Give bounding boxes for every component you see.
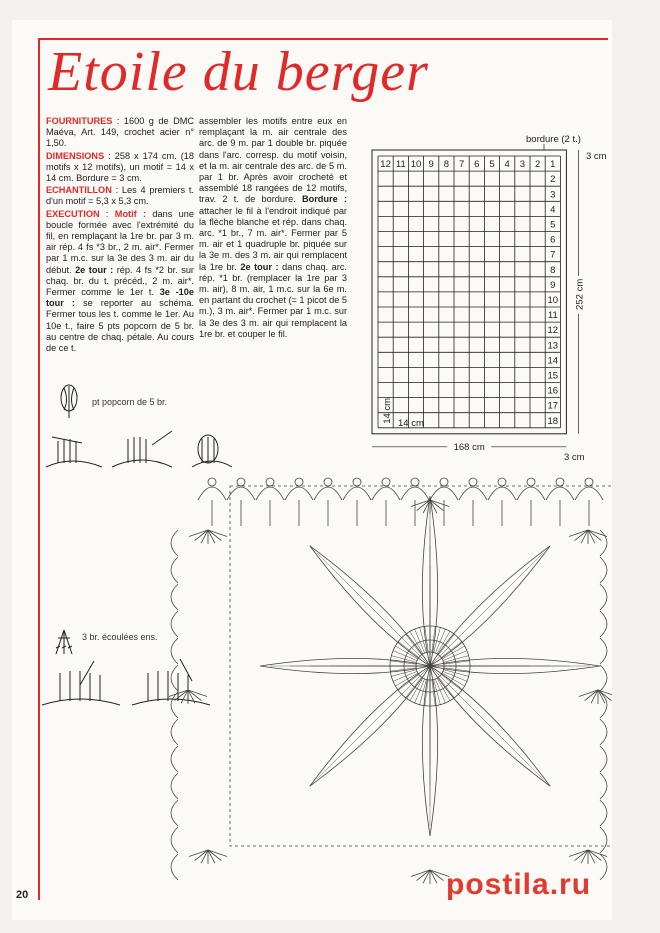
tour3-label: 3e -10e tour : (46, 287, 194, 309)
side-scallop (600, 584, 607, 610)
center-stitch (440, 676, 458, 694)
fan-stitch (588, 850, 601, 861)
popcorn-symbol-icon (54, 380, 84, 420)
border-picot (237, 478, 245, 486)
border-picot (382, 478, 390, 486)
bordure-tour2-text: dans chaq. arc. rép. *1 br. (remplacer la 1re par 3 m. air), 8 m. air, 1 m.c. sur la 6e m. en partant du crochet (= 1 picot de 5 m.), 3 m. air*. Fermer par 1 m.c. sur la 3e des 3 m. air qui remplacent la 1re br. et couper le fil. (199, 261, 347, 339)
fan-stitch (585, 690, 598, 701)
fan-stitch (575, 530, 588, 541)
grid-col-number: 5 (489, 159, 495, 171)
border-scallop (575, 487, 603, 500)
grid-row-number: 2 (550, 174, 556, 186)
popcorn-technique-illustration (42, 425, 242, 475)
page-title: Etoile du berger (48, 41, 429, 103)
crochet-motif-chart (168, 470, 612, 895)
grid-col-number: 9 (428, 159, 434, 171)
side-scallop (600, 665, 607, 691)
border-scallop (459, 487, 487, 500)
fournitures-text: : 1600 g de DMC Maéva, Art. 149, crochet acier n° 1,50. (46, 116, 194, 149)
grid-col-number: 1 (550, 159, 556, 171)
grid-col-number: 3 (519, 159, 526, 171)
border-scallop (227, 487, 255, 500)
watermark-brand: postila (446, 868, 550, 901)
execution-label: EXECUTION (46, 208, 100, 219)
fan-stitch (575, 850, 588, 861)
bordure-tour2-label: 2e tour : (240, 261, 279, 272)
grid-row-number: 14 (547, 355, 559, 367)
instructions-column-2 (199, 116, 347, 341)
side-scallop (600, 827, 607, 853)
watermark-tld: ru (559, 868, 592, 901)
page-number: 20 (16, 889, 29, 901)
side-scallop (600, 638, 607, 664)
border-picot (295, 478, 303, 486)
dimensions-text: : 258 x 174 cm. (18 motifs x 12 motifs), un motif = 14 x 14 cm. Bordure = 3 cm. (46, 150, 194, 184)
border-scallop (285, 487, 313, 500)
side-scallop (171, 719, 178, 745)
border-scallop (198, 487, 226, 500)
border-picot (440, 478, 448, 486)
side-scallop (171, 800, 178, 826)
border-picot (585, 478, 593, 486)
center-stitch (402, 638, 420, 656)
border-picot (266, 478, 274, 486)
grid-row-number: 5 (550, 219, 556, 231)
bordure-label: bordure (2 t.) (526, 134, 581, 145)
border-picot (469, 478, 477, 486)
border-picot (353, 478, 361, 486)
side-scallop (600, 746, 607, 772)
side-scallop (171, 746, 178, 772)
grid-row-number: 17 (547, 400, 559, 412)
border-picot (556, 478, 564, 486)
side-scallop (600, 773, 607, 799)
watermark (446, 868, 591, 902)
border-picot (498, 478, 506, 486)
grid-row-number: 10 (547, 295, 559, 306)
border-picot (411, 478, 419, 486)
grid-row-number: 6 (550, 234, 556, 246)
border-picot (324, 478, 332, 486)
grid-row-number: 13 (547, 340, 559, 352)
fan-stitch (195, 530, 208, 541)
bordure-label: Bordure : (301, 194, 348, 205)
grid-row-number: 3 (550, 189, 556, 201)
execution-text-2: rép. 4 fs *2 br. sur chaq. br. du t. précéd., 2 m. air*. Fermer comme le 1er t. (46, 264, 194, 298)
grid-row-number: 8 (550, 264, 556, 276)
grid-col-number: 2 (534, 159, 541, 171)
center-stitch (440, 638, 458, 656)
echantillon-label: ECHANTILLON (46, 185, 112, 196)
width-label: 168 cm (453, 441, 485, 453)
grid-row-number: 12 (547, 325, 559, 337)
grid-col-number: 12 (380, 159, 391, 171)
side-scallop (600, 530, 607, 556)
grid-col-number: 7 (458, 159, 465, 171)
grid-row-number: 18 (547, 415, 559, 427)
fan-stitch (588, 530, 601, 541)
border-scallop (314, 487, 342, 500)
center-stitch (402, 676, 420, 694)
border-top-label: 3 cm (586, 151, 607, 162)
execution-text-1: dans une boucle formée avec l'extrémité du fil, en remplaçant la 1re br. par 3 m. air rép. 4 fs *3 br., 2 m. air*. Fermer par 1 m.c. sur la 3e des 3 m. air du début. (46, 208, 194, 275)
fan-stitch (175, 690, 188, 701)
fan-stitch (195, 850, 208, 861)
grid-col-number: 10 (410, 159, 422, 171)
border-scallop (372, 487, 400, 500)
border-scallop (343, 487, 371, 500)
side-scallop (600, 854, 607, 880)
side-scallop (600, 557, 607, 583)
fan-stitch (188, 690, 201, 701)
side-scallop (171, 611, 178, 637)
border-scallop (401, 487, 429, 500)
instructions-column-1 (46, 116, 194, 355)
fan-stitch (208, 850, 221, 861)
fan-stitch (598, 690, 611, 701)
border-bottom-label: 3 cm (564, 451, 585, 463)
grid-col-number: 6 (474, 159, 480, 171)
side-scallop (171, 665, 178, 691)
fan-stitch (208, 530, 221, 541)
side-scallop (171, 530, 178, 556)
fan-stitch (430, 870, 443, 881)
side-scallop (171, 827, 178, 853)
execution-text-3: se reporter au schéma. Fermer tous les t. comme le 1er. Au 10e t., faire 5 pts popcorn de 5 br. au centre de chaq. pétale. Au cours de ce t. (46, 298, 194, 354)
side-scallop (171, 584, 178, 610)
three-treble-symbol-icon (52, 628, 76, 658)
grid-row-number: 4 (550, 204, 556, 216)
fan-stitch (417, 870, 430, 881)
grid-col-number: 8 (443, 159, 450, 171)
side-scallop (171, 692, 178, 718)
grid-row-number: 11 (547, 310, 558, 322)
motif-label: Motif : (114, 208, 147, 219)
grid-col-number: 11 (395, 159, 406, 171)
side-scallop (171, 638, 178, 664)
bordure-text: attacher le fil à l'endroit indiqué par la flèche blanche et rép. dans chaq. arc. *1 br., 7 m. air*. Fermer par 5 m. air et 1 quadruple br. piquée sur la 3e m. des 3 m. air qui remplacent la 1re br. (199, 205, 347, 272)
assembly-grid-diagram (368, 130, 614, 470)
border-scallop (256, 487, 284, 500)
grid-row-number: 7 (550, 249, 556, 261)
border-scallop (546, 487, 574, 500)
side-scallop (600, 800, 607, 826)
motif-height-label: 14 cm (382, 397, 393, 424)
side-scallop (171, 854, 178, 880)
border-picot (208, 478, 216, 486)
border-scallop (517, 487, 545, 500)
three-treble-caption: 3 br. écoulées ens. (82, 632, 158, 642)
border-scallop (488, 487, 516, 500)
border-picot (527, 478, 535, 486)
fournitures-label: FOURNITURES (46, 116, 113, 126)
tour2-label: 2e tour : (75, 264, 114, 275)
side-scallop (171, 773, 178, 799)
border-scallop (430, 487, 458, 500)
side-scallop (171, 557, 178, 583)
grid-col-number: 4 (504, 159, 510, 171)
motif-width-label: 14 cm (398, 417, 424, 429)
echantillon-text: : Les 4 premiers t. d'un motif = 5,3 x 5,3 cm. (46, 185, 194, 207)
popcorn-caption: pt popcorn de 5 br. (92, 397, 168, 407)
dimensions-label: DIMENSIONS (46, 150, 105, 161)
side-scallop (600, 611, 607, 637)
side-scallop (600, 719, 607, 745)
grid-row-number: 15 (547, 370, 559, 382)
watermark-dot: . (549, 868, 560, 901)
execution-sep: : (99, 208, 115, 219)
assembly-text: assembler les motifs entre eux en remplaçant la m. air centrale des arc. de 9 m. par 1 double br. piquée dans l'arc. corresp. du motif voisin, et la m. air centrale des arc. de 5 m. par 1 br. Après avoir crocheté et assemblé 18 rangées de 12 motifs, trav. 2 t. de bordure. (199, 116, 347, 205)
grid-row-number: 16 (547, 385, 559, 397)
grid-row-number: 9 (550, 279, 556, 291)
height-label: 252 cm (574, 278, 586, 310)
